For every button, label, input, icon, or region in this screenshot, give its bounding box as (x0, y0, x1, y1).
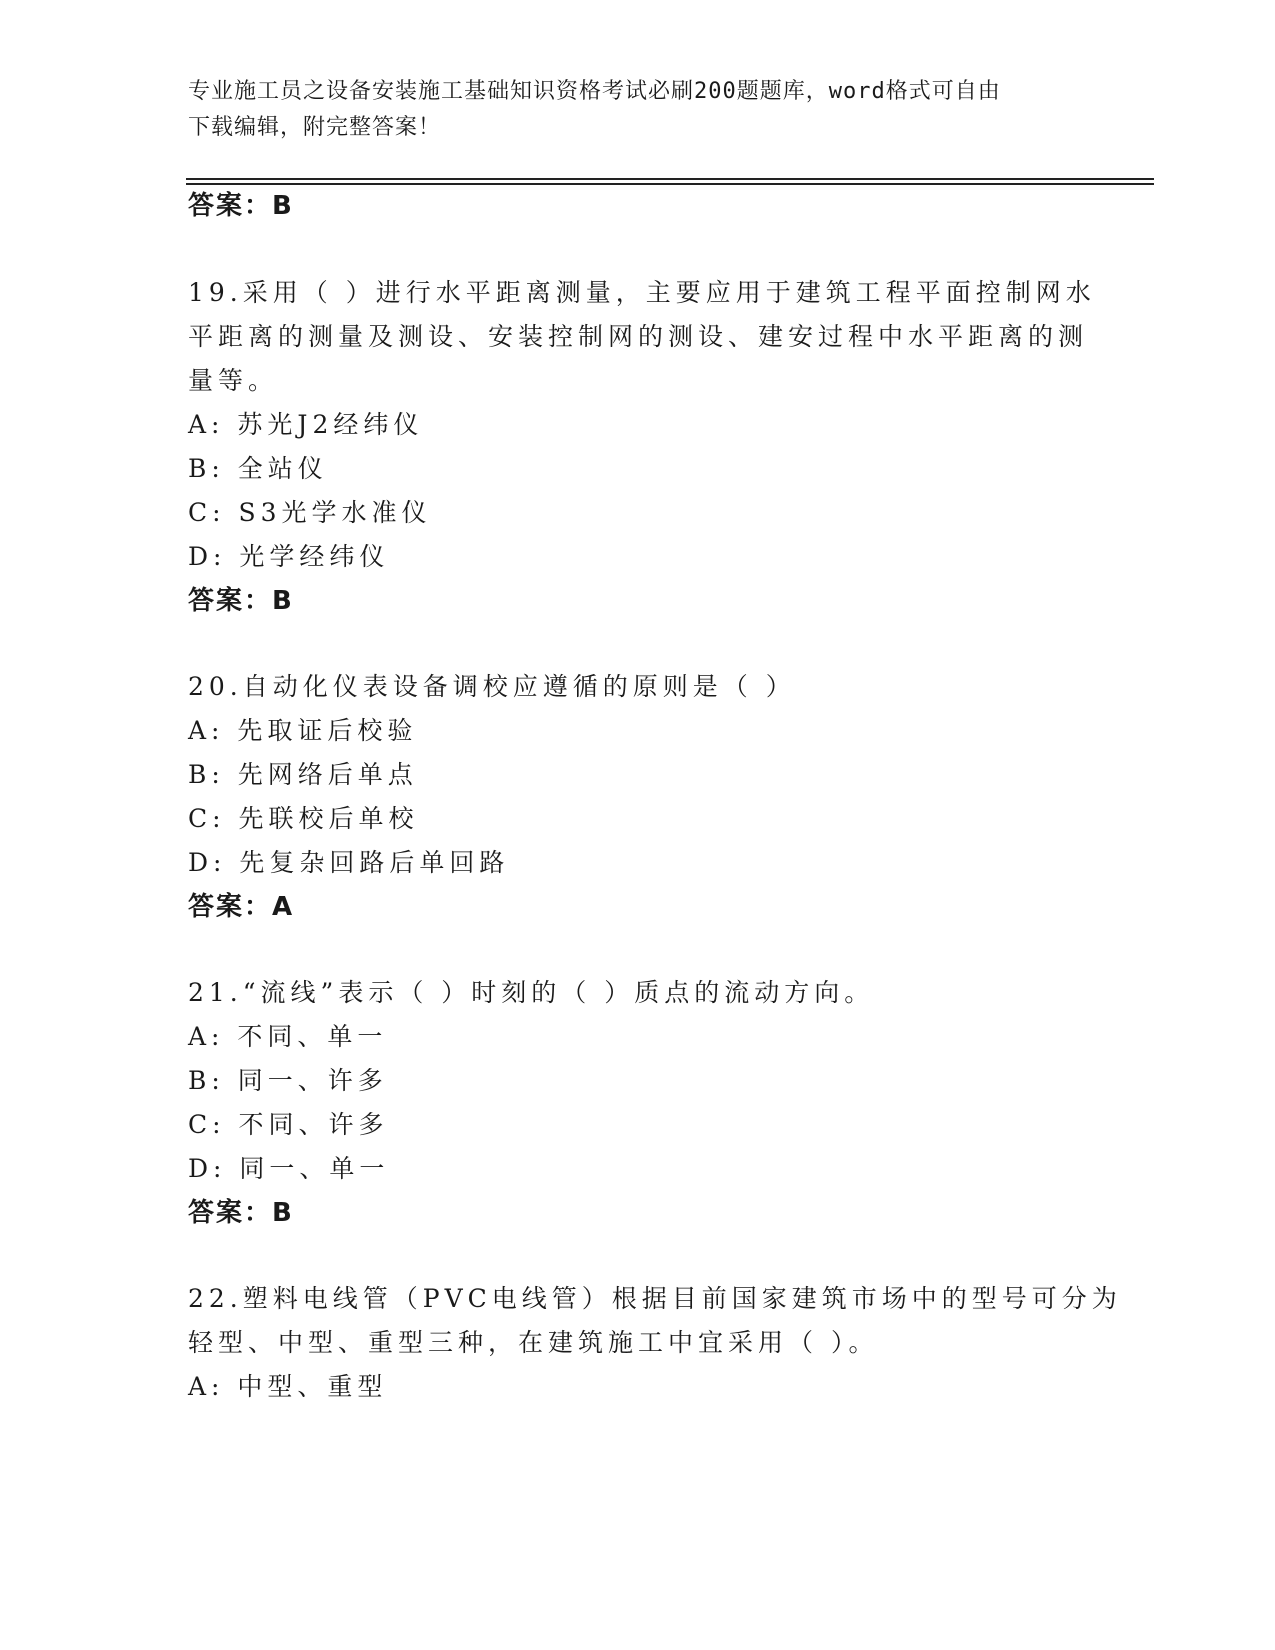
question-20-stem: 20.自动化仪表设备调校应遵循的原则是（ ） (188, 672, 796, 701)
question-19-stem-2: 平距离的测量及测设、安装控制网的测设、建安过程中水平距离的测 (188, 322, 1089, 351)
question-21-option-a: A: 不同、单一 (188, 1022, 388, 1051)
question-22-stem-1: 22.塑料电线管（PVC电线管）根据目前国家建筑市场中的型号可分为 (188, 1284, 1122, 1313)
header-rule-top (186, 178, 1154, 180)
question-21-stem: 21.“流线”表示（ ）时刻的（ ）质点的流动方向。 (188, 978, 875, 1007)
question-20-option-b: B: 先网络后单点 (188, 760, 418, 789)
question-22-option-a: A: 中型、重型 (188, 1372, 388, 1401)
document-header (188, 74, 1088, 146)
question-20-option-a: A: 先取证后校验 (188, 716, 418, 745)
question-21-option-b: B: 同一、许多 (188, 1066, 388, 1095)
question-21-option-c: C: 不同、许多 (188, 1110, 389, 1139)
answer-21: 答案：B (188, 1198, 294, 1228)
header-rule-bottom (186, 183, 1154, 185)
question-21-option-d: D: 同一、单一 (188, 1154, 390, 1183)
question-19-option-c: C: S3光学水准仪 (188, 498, 432, 527)
question-19-stem-3: 量等。 (188, 366, 279, 395)
question-19-stem-1: 19.采用（ ）进行水平距离测量，主要应用于建筑工程平面控制网水 (188, 278, 1096, 307)
question-22-stem-2: 轻型、中型、重型三种，在建筑施工中宜采用（ ）。 (188, 1328, 879, 1357)
answer-19: 答案：B (188, 586, 294, 616)
answer-20: 答案：A (188, 892, 295, 922)
question-19-option-b: B: 全站仪 (188, 454, 328, 483)
header-line-1: 专业施工员之设备安装施工基础知识资格考试必刷200题题库，word格式可自由 (188, 79, 1001, 104)
question-19-option-d: D: 光学经纬仪 (188, 542, 390, 571)
answer-18: 答案：B (188, 191, 294, 221)
question-20-option-d: D: 先复杂回路后单回路 (188, 848, 510, 877)
question-20-option-c: C: 先联校后单校 (188, 804, 419, 833)
header-line-2: 下载编辑，附完整答案！ (188, 115, 442, 140)
question-19-option-a: A: 苏光J2经纬仪 (188, 410, 424, 439)
